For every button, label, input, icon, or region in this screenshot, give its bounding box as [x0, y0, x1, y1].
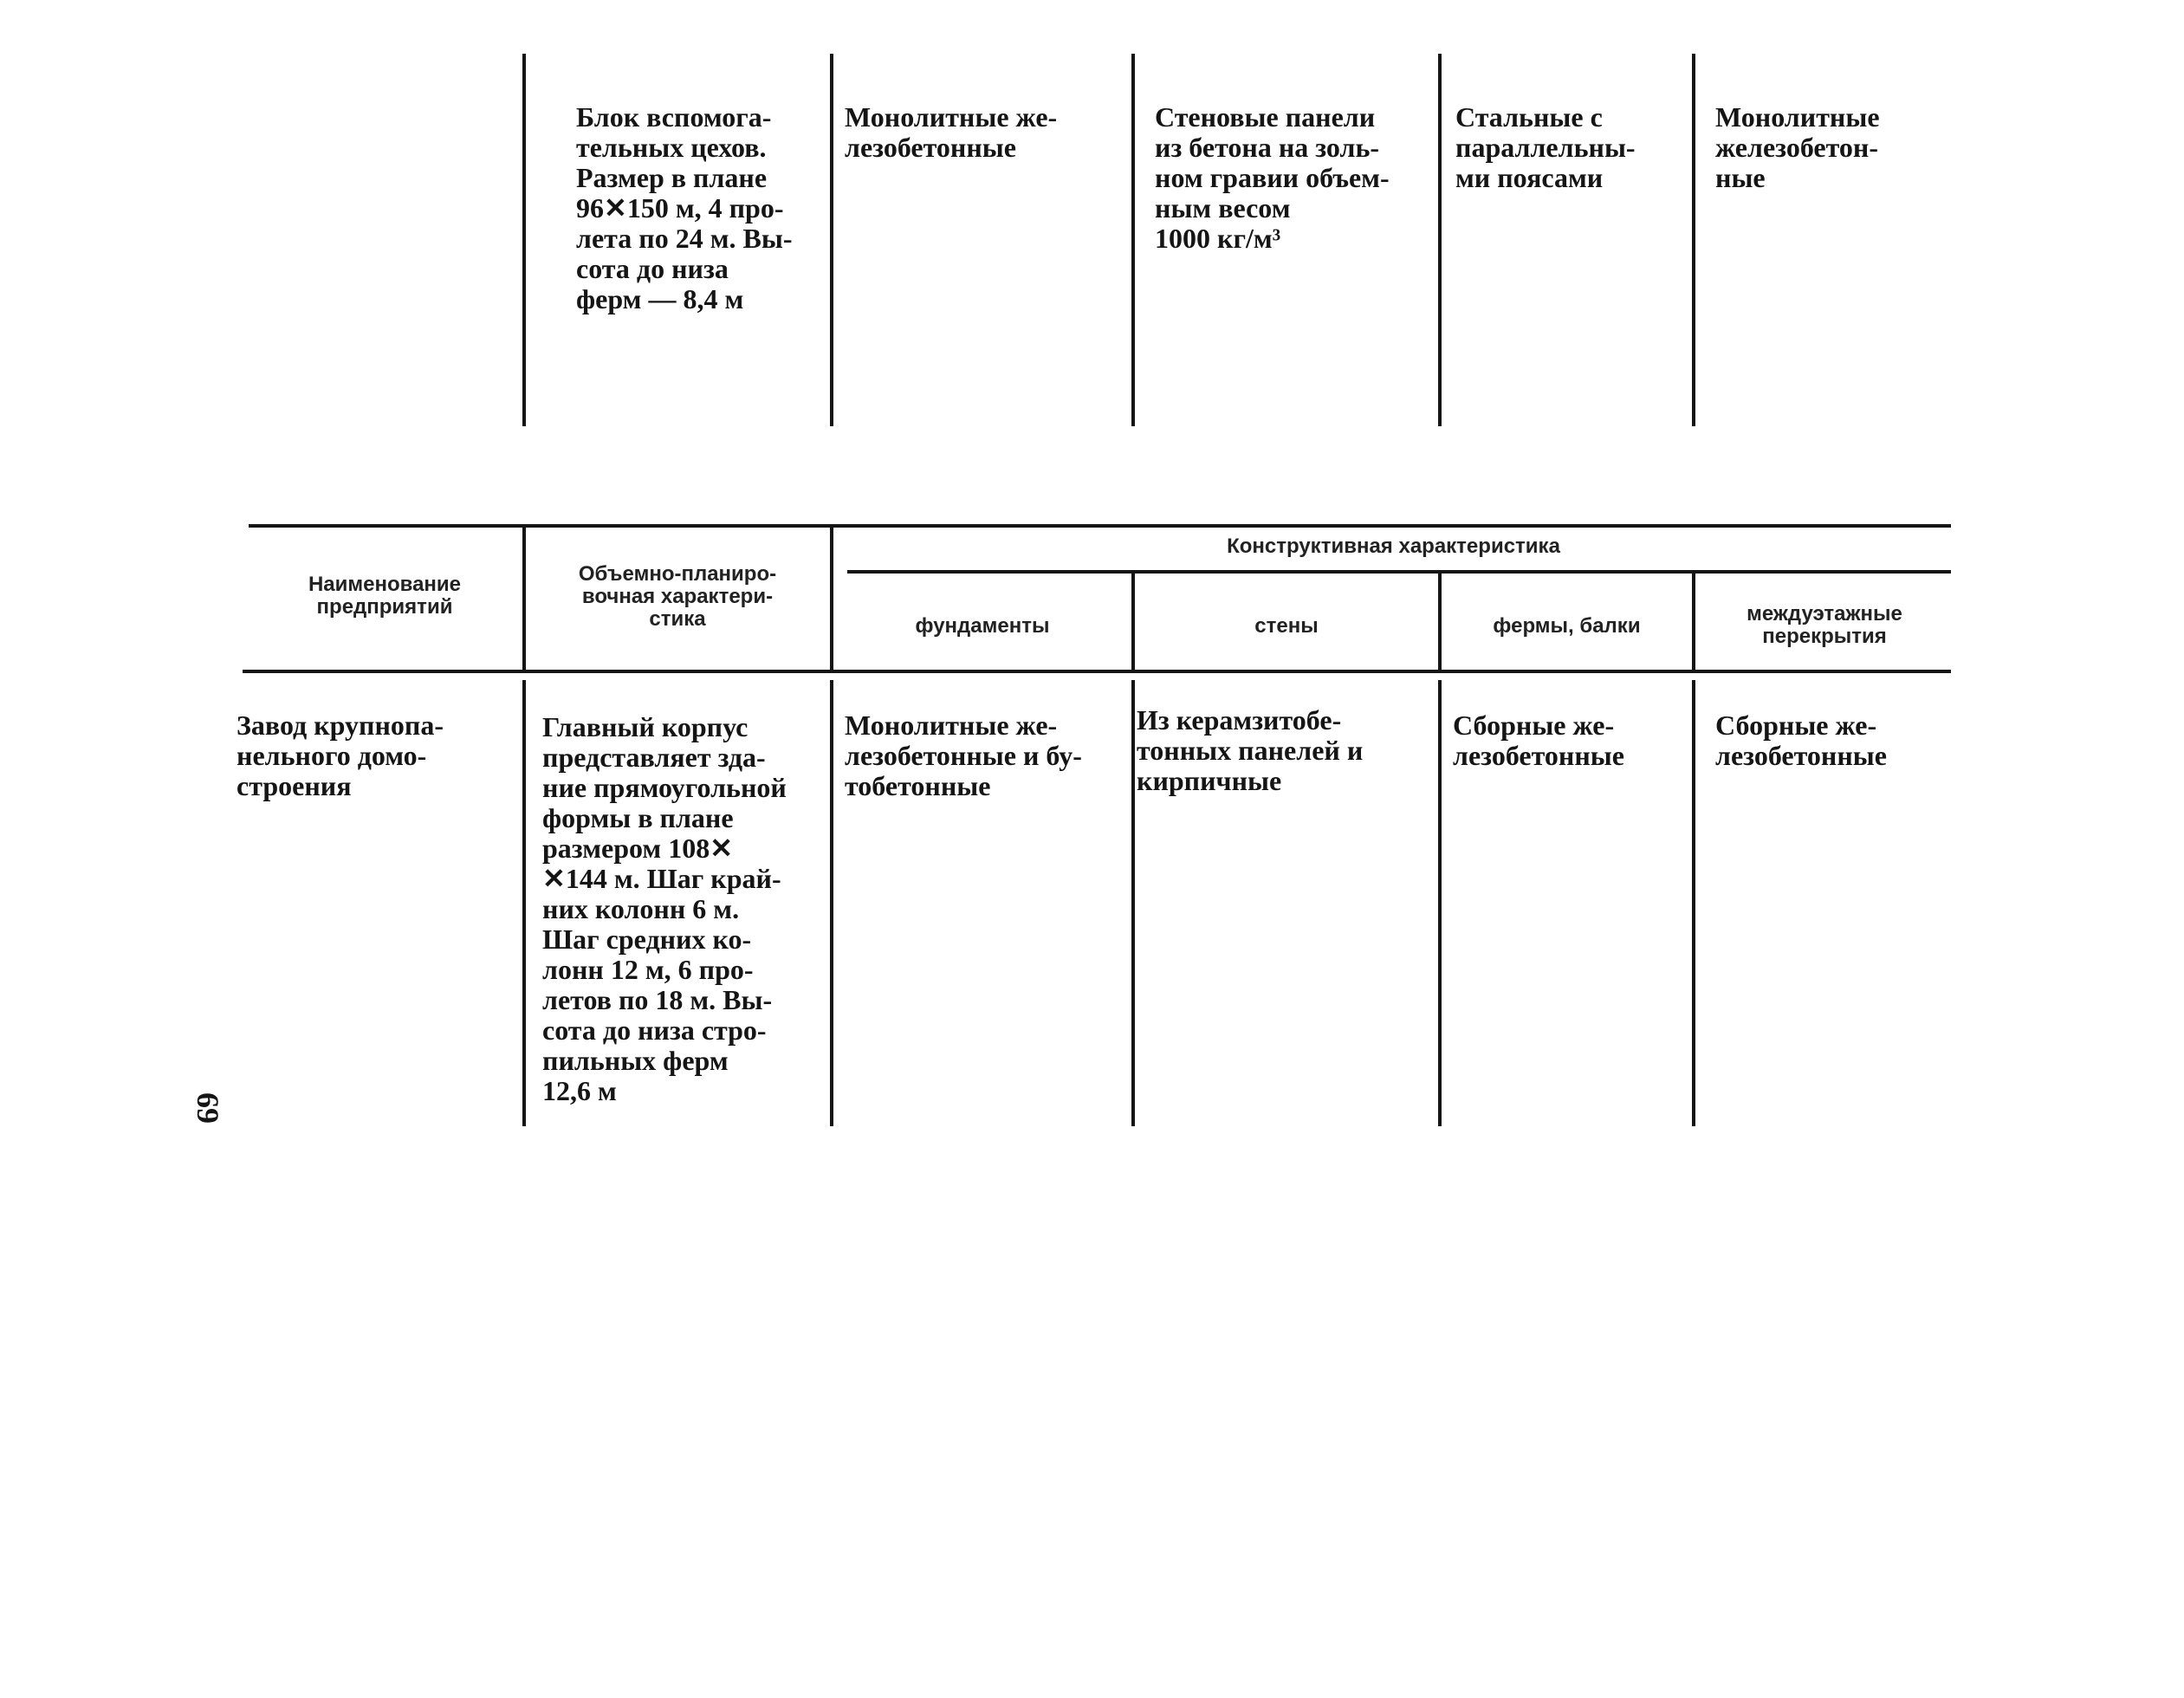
column-rule — [1131, 574, 1135, 670]
header-foundations: фундаменты — [915, 614, 1050, 638]
fragment-rule — [1692, 54, 1695, 426]
column-rule — [1438, 680, 1442, 1126]
column-rule — [1692, 574, 1695, 670]
fragment-cell-walls: Стеновые панели из бетона на золь- ном гравии объем- ным весом 1000 кг/м³ — [1155, 101, 1390, 254]
header-trusses: фермы, балки — [1493, 614, 1641, 638]
column-rule — [1692, 680, 1695, 1126]
cell-planning: Главный корпус представляет зда- ние прямоугольной формы в плане размером 108✕ ✕144 м. Шаг край- них колонн 6 м. Шаг средних ко- лонн 12 м, 6 про- летов по 18 м. Вы- сота до низа стро- пильных ферм 12,6 м — [542, 711, 787, 1106]
cell-foundations: Монолитные же- лезобетонные и бу- тобетонные — [845, 710, 1082, 801]
page-number: 69 — [191, 1092, 225, 1124]
column-rule — [1131, 680, 1135, 1126]
header-walls: стены — [1254, 614, 1319, 638]
cell-walls: Из керамзитобе- тонных панелей и кирпичные — [1137, 704, 1364, 796]
column-rule — [522, 528, 526, 670]
fragment-rule — [830, 54, 833, 426]
header-bottom-rule — [243, 670, 1951, 673]
column-rule — [1438, 574, 1442, 670]
cell-floors: Сборные же- лезобетонные — [1715, 710, 1887, 771]
header-enterprise: Наименование предприятий — [308, 573, 462, 619]
fragment-cell-trusses: Стальные с параллельны- ми поясами — [1455, 101, 1636, 193]
table-top-rule — [249, 524, 1951, 528]
cell-enterprise: Завод крупнопа- нельного домо- строения — [237, 710, 444, 801]
column-rule — [830, 528, 833, 670]
fragment-cell-foundations: Монолитные же- лезобетонные — [845, 101, 1058, 163]
fragment-cell-floors: Монолитные железобетон- ные — [1715, 101, 1880, 193]
group-underline-rule — [847, 570, 1951, 574]
cell-trusses: Сборные же- лезобетонные — [1453, 710, 1624, 771]
header-planning: Объемно-планиро- вочная характери- стика — [578, 562, 777, 631]
column-rule — [830, 680, 833, 1126]
fragment-rule — [1131, 54, 1135, 426]
fragment-rule — [522, 54, 526, 426]
fragment-cell-planning: Блок вспомога- тельных цехов. Размер в плане 96✕150 м, 4 про- лета по 24 м. Вы- сота до низа ферм — 8,4 м — [576, 101, 793, 314]
header-floors: междуэтажные перекрытия — [1747, 602, 1902, 648]
column-rule — [522, 680, 526, 1126]
fragment-rule — [1438, 54, 1442, 426]
header-structural-group: Конструктивная характеристика — [1227, 535, 1560, 558]
